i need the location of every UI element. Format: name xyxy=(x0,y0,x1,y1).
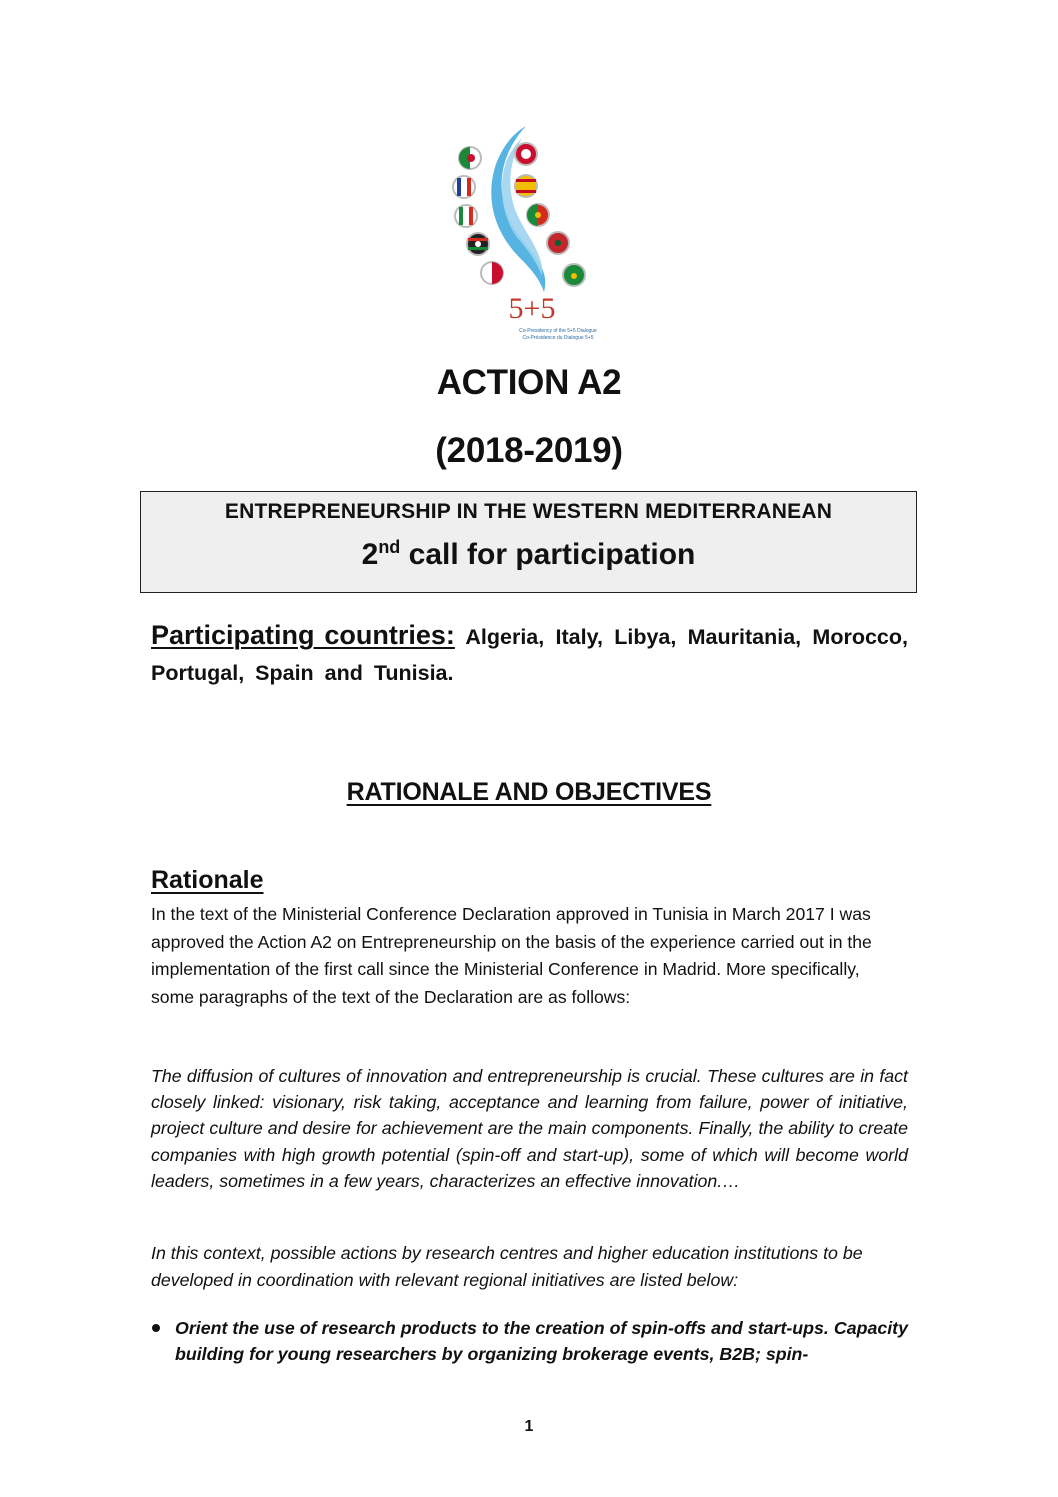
call-box-subtitle xyxy=(141,538,916,572)
dialogue-logo xyxy=(440,120,620,345)
call-box xyxy=(140,491,917,593)
flag-tunisia-icon xyxy=(515,143,537,165)
document-years: (2018-2019) xyxy=(435,431,623,470)
rationale-title: Rationale xyxy=(151,866,264,894)
flag-libya-icon xyxy=(467,233,489,255)
flag-mauritania-icon xyxy=(563,264,585,286)
call-ordinal-suffix: nd xyxy=(378,537,401,557)
call-ordinal-number: 2 xyxy=(361,538,379,571)
flag-malta-icon xyxy=(481,262,503,284)
bullet-icon xyxy=(152,1324,160,1332)
logo-caption-2: Co-Présidence du Dialogue 5+5 xyxy=(522,335,594,341)
document-title: ACTION A2 xyxy=(436,363,622,402)
call-text: call for participation xyxy=(400,538,696,571)
flag-italy-icon xyxy=(455,205,477,227)
page-number: 1 xyxy=(524,1418,534,1435)
context-paragraph: In this context, possible actions by research centres and higher education institutions to be developed in coordination with relevant regional initiatives are listed below: xyxy=(151,1243,863,1290)
section-title: RATIONALE AND OBJECTIVES xyxy=(346,778,712,806)
logo-caption-1: Co-Presidency of the 5+5 Dialogue xyxy=(519,328,597,334)
flag-algeria-icon xyxy=(459,147,481,169)
logo-number-text: 5+5 xyxy=(508,292,556,325)
flag-france-icon xyxy=(453,176,475,198)
flag-morocco-icon xyxy=(547,232,569,254)
countries-list: Algeria, Italy, Libya, Mauritania, Morocco, Portugal, Spain and Tunisia. xyxy=(151,625,908,685)
participating-countries xyxy=(151,617,908,691)
flag-spain-icon xyxy=(515,175,537,197)
declaration-quote-paragraph: The diffusion of cultures of innovation and entrepreneurship is crucial. These cultures are in fact closely linked: visionary, risk taking, acceptance and learning from failure, power of initiative, project culture and desire for achievement are the main components. Finally, the ability to create companies with high growth potential (spin-off and start-up), some of which will become world leaders, sometimes in a few years, characterizes an effective innovation.… xyxy=(151,1066,908,1191)
countries-label: Participating countries: xyxy=(151,620,455,650)
bullet-text: Orient the use of research products to the creation of spin-offs and start-ups. Capacity building for young researchers by organizing brokerage events, B2B; spin- xyxy=(175,1318,908,1365)
rationale-intro-paragraph: In the text of the Ministerial Conference Declaration approved in Tunisia in March 2017 I was approved the Action A2 on Entrepreneurship on the basis of the experience carried out in the implementation of the first call since the Ministerial Conference in Madrid. More specifically, some paragraphs of the text of the Declaration are as follows: xyxy=(151,904,872,1007)
flag-portugal-icon xyxy=(527,204,549,226)
call-box-heading: ENTREPRENEURSHIP IN THE WESTERN MEDITERRANEAN xyxy=(224,500,833,523)
actions-bullet-list xyxy=(151,1315,908,1368)
list-item xyxy=(151,1315,908,1368)
